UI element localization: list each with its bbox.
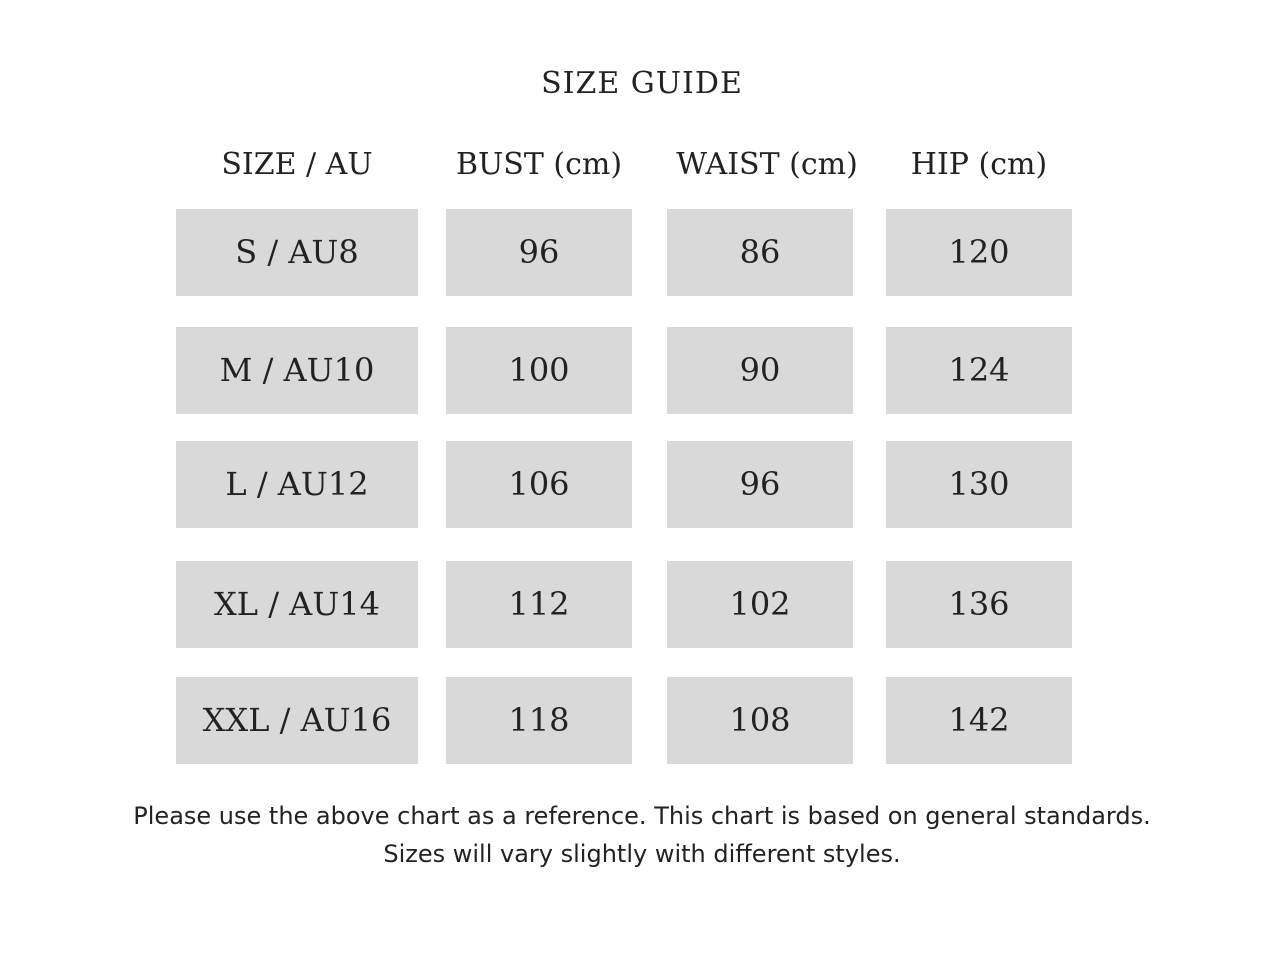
size-cell: M / AU10 [176, 327, 418, 414]
size-cell: XXL / AU16 [176, 677, 418, 764]
hip-cell: 130 [886, 441, 1072, 528]
size-cell: XL / AU14 [176, 561, 418, 648]
waist-cell: 108 [667, 677, 853, 764]
column-header-size: SIZE / AU [221, 147, 373, 182]
waist-cell: 96 [667, 441, 853, 528]
hip-cell: 136 [886, 561, 1072, 648]
reference-note-line-2: Sizes will vary slightly with different styles. [383, 840, 901, 868]
bust-cell: 106 [446, 441, 632, 528]
waist-cell: 90 [667, 327, 853, 414]
hip-cell: 142 [886, 677, 1072, 764]
size-cell: L / AU12 [176, 441, 418, 528]
bust-cell: 100 [446, 327, 632, 414]
hip-cell: 120 [886, 209, 1072, 296]
column-header-hip: HIP (cm) [910, 147, 1048, 182]
size-cell: S / AU8 [176, 209, 418, 296]
bust-cell: 96 [446, 209, 632, 296]
reference-note-line-1: Please use the above chart as a reference. This chart is based on general standards. [133, 802, 1151, 830]
page-title: SIZE GUIDE [541, 66, 743, 101]
column-header-waist: WAIST (cm) [676, 147, 858, 182]
bust-cell: 112 [446, 561, 632, 648]
column-header-bust: BUST (cm) [455, 147, 623, 182]
waist-cell: 86 [667, 209, 853, 296]
bust-cell: 118 [446, 677, 632, 764]
waist-cell: 102 [667, 561, 853, 648]
hip-cell: 124 [886, 327, 1072, 414]
